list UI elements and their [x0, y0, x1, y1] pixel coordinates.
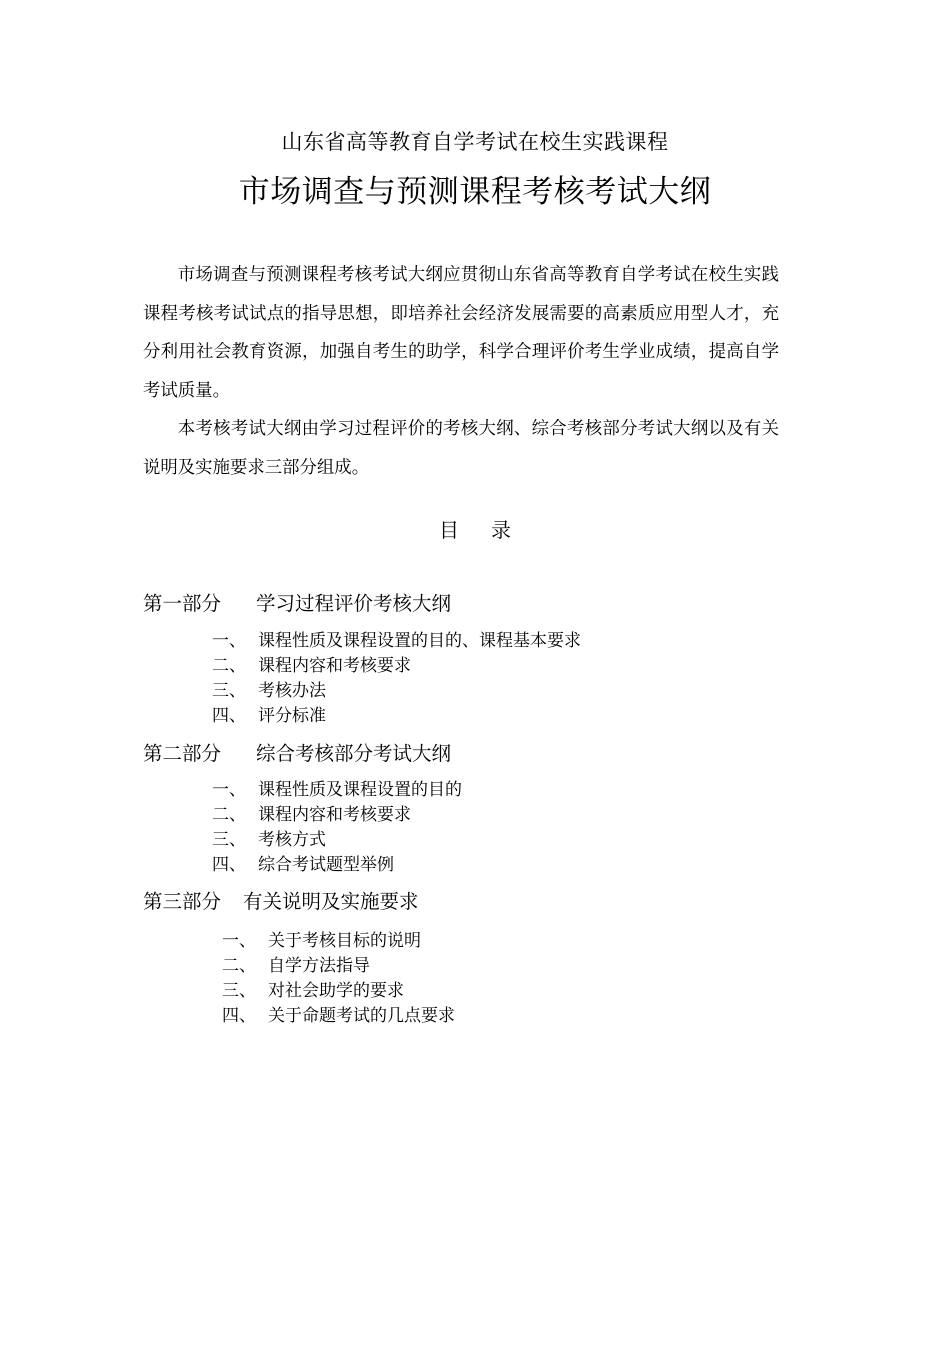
document-title: 市场调查与预测课程考核考试大纲 — [238, 174, 712, 210]
intro-section — [143, 256, 779, 487]
toc-part-name: 综合考核部分考试大纲 — [256, 742, 452, 765]
toc-item-text: 评分标准 — [258, 706, 326, 726]
document-subtitle: 山东省高等教育自学考试在校生实践课程 — [281, 130, 669, 154]
toc-item-number: 三、 — [212, 681, 246, 701]
toc-item — [222, 1004, 455, 1028]
toc-item — [212, 778, 462, 802]
toc-item-text: 自学方法指导 — [268, 956, 370, 976]
toc-part-3 — [143, 888, 419, 916]
toc-item-number: 四、 — [212, 855, 246, 875]
toc-item-number: 二、 — [212, 805, 246, 825]
toc-item-text: 课程性质及课程设置的目的、课程基本要求 — [258, 631, 581, 651]
toc-item — [212, 654, 411, 678]
toc-item-text: 对社会助学的要求 — [268, 981, 404, 1001]
toc-item — [212, 803, 411, 827]
toc-item-number: 二、 — [212, 656, 246, 676]
intro-paragraph: 市场调查与预测课程考核考试大纲应贯彻山东省高等教育自学考试在校生实践课程考核考试试点的指导思想，即培养社会经济发展需要的高素质应用型人才，充分利用社会教育资源，加强自考生的助学，科学合理评价考生学业成绩，提高自学考试质量。 — [143, 265, 779, 401]
toc-part-name: 学习过程评价考核大纲 — [256, 592, 452, 615]
toc-item — [222, 954, 370, 978]
toc-item — [212, 828, 326, 852]
toc-item-number: 四、 — [222, 1006, 256, 1026]
toc-item-text: 综合考试题型举例 — [258, 855, 394, 875]
toc-part-2 — [143, 740, 451, 768]
toc-part-name: 有关说明及实施要求 — [243, 890, 419, 913]
intro-paragraph: 本考核考试大纲由学习过程评价的考核大纲、综合考核部分考试大纲以及有关说明及实施要求三部分组成。 — [143, 419, 779, 478]
toc-item-text: 关于命题考试的几点要求 — [268, 1006, 455, 1026]
toc-item — [212, 679, 326, 703]
toc-item-text: 课程性质及课程设置的目的 — [258, 780, 462, 800]
toc-item-number: 三、 — [222, 981, 256, 1001]
toc-item-number: 四、 — [212, 706, 246, 726]
toc-item — [212, 629, 581, 653]
toc-item-text: 关于考核目标的说明 — [268, 931, 421, 951]
toc-part-number: 第三部分 — [143, 890, 222, 913]
toc-item — [212, 704, 326, 728]
toc-item-text: 课程内容和考核要求 — [258, 656, 411, 676]
toc-heading — [0, 516, 950, 544]
toc-item-text: 课程内容和考核要求 — [258, 805, 411, 825]
toc-item — [222, 979, 404, 1003]
toc-heading-left: 目 — [439, 518, 459, 542]
toc-item — [222, 929, 421, 953]
toc-item-number: 一、 — [222, 931, 256, 951]
toc-item-number: 一、 — [212, 780, 246, 800]
toc-part-number: 第一部分 — [143, 592, 222, 615]
toc-item-number: 二、 — [222, 956, 256, 976]
toc-item — [212, 853, 394, 877]
toc-heading-right: 录 — [491, 518, 511, 542]
toc-item-text: 考核方式 — [258, 830, 326, 850]
toc-part-number: 第二部分 — [143, 742, 222, 765]
toc-item-text: 考核办法 — [258, 681, 326, 701]
toc-part-1 — [143, 590, 451, 618]
toc-item-number: 三、 — [212, 830, 246, 850]
toc-item-number: 一、 — [212, 631, 246, 651]
